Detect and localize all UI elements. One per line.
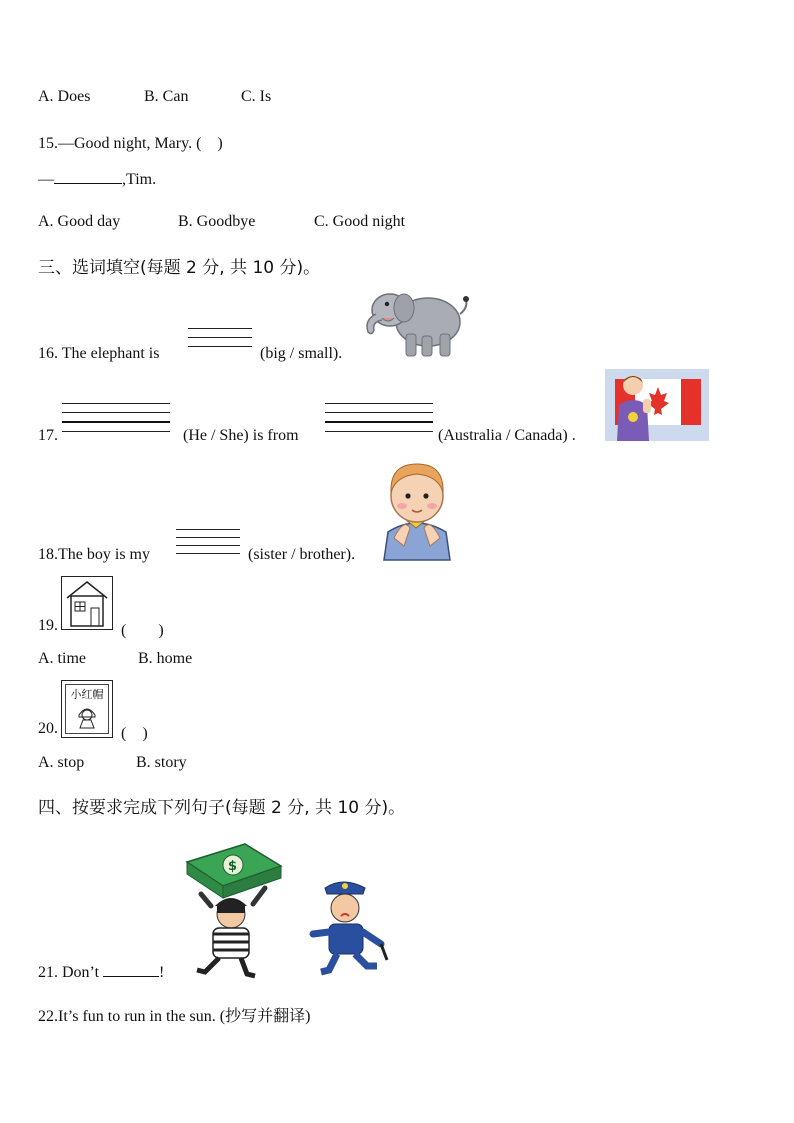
q15-prompt: 15.—Good night, Mary. ( ) xyxy=(38,135,223,152)
q15-answer-line xyxy=(38,171,156,189)
q14-option-b: B. Can xyxy=(144,88,189,105)
q17-number: 17. xyxy=(38,427,58,444)
q21-line xyxy=(38,964,164,982)
q16-choices: (big / small). xyxy=(260,345,343,362)
q19-option-a: A. time xyxy=(38,650,86,667)
q17-middle-text: (He / She) is from xyxy=(183,427,299,444)
q20-option-a: A. stop xyxy=(38,754,85,771)
canada-flag-boy-image xyxy=(605,369,709,441)
q15-option-c: C. Good night xyxy=(314,213,406,230)
q19-number: 19. xyxy=(38,617,58,634)
q14-option-c: C. Is xyxy=(241,88,272,105)
q20-answer-paren[interactable]: ( ) xyxy=(121,725,148,742)
q16-writing-lines[interactable] xyxy=(188,328,252,355)
q19-option-b: B. home xyxy=(138,650,193,667)
q15-option-b: B. Goodbye xyxy=(178,213,256,230)
elephant-image xyxy=(360,284,472,360)
section3-heading: 三、选词填空(每题 2 分, 共 10 分)。 xyxy=(38,258,321,278)
q18-writing-lines[interactable] xyxy=(176,529,240,561)
q22-text: 22.It’s fun to run in the sun. (抄写并翻译) xyxy=(38,1008,311,1025)
q21-prefix: 21. Don’t xyxy=(38,964,100,981)
svg-text:$: $ xyxy=(228,859,238,874)
little-red-riding-hood-icon xyxy=(75,703,99,729)
storybook-title: 小红帽 xyxy=(70,688,104,701)
q21-blank[interactable] xyxy=(103,976,159,977)
q15-suffix: ,Tim. xyxy=(122,171,157,188)
q16-prefix: 16. The elephant is xyxy=(38,345,160,362)
q20-number: 20. xyxy=(38,720,58,737)
q15-option-a: A. Good day xyxy=(38,213,121,230)
q15-blank[interactable] xyxy=(54,183,122,184)
storybook-image xyxy=(61,680,113,738)
q21-suffix: ! xyxy=(159,964,165,981)
thief-and-police-image xyxy=(183,840,397,980)
q14-option-a: A. Does xyxy=(38,88,91,105)
section4-heading: 四、按要求完成下列句子(每题 2 分, 共 10 分)。 xyxy=(38,798,406,818)
q17-writing-lines-1[interactable] xyxy=(62,403,170,440)
boy-image xyxy=(380,458,454,562)
q17-writing-lines-2[interactable] xyxy=(325,403,433,440)
q20-option-b: B. story xyxy=(136,754,187,771)
q17-choices: (Australia / Canada) . xyxy=(438,427,576,444)
q18-choices: (sister / brother). xyxy=(248,546,356,563)
q18-prefix: 18.The boy is my xyxy=(38,546,150,563)
q15-dash: — xyxy=(38,171,54,188)
house-image xyxy=(61,576,113,630)
q19-answer-paren[interactable]: ( ) xyxy=(121,622,164,639)
